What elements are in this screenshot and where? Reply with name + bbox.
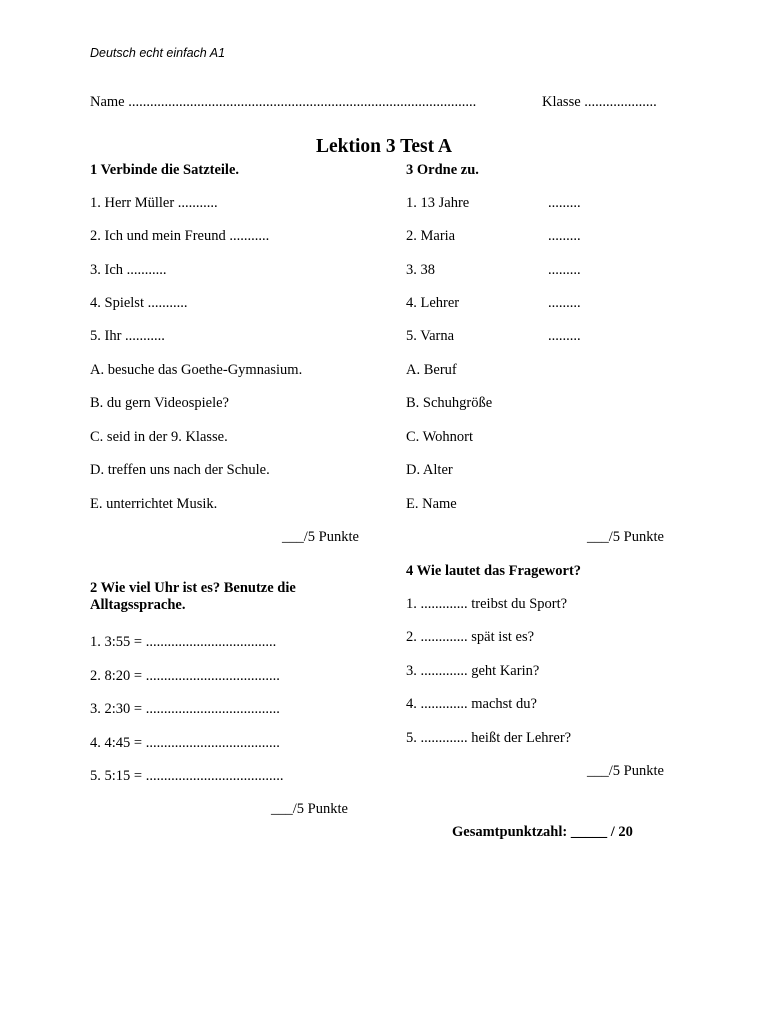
section3-option: C. Wohnort <box>406 429 474 445</box>
section2-heading: 2 Wie viel Uhr ist es? Benutze die Alltagssprache. <box>90 580 296 614</box>
section4-item: 4. ............. machst du? <box>406 696 537 712</box>
section3-blank: ......... <box>548 262 581 278</box>
total-score: Gesamtpunktzahl: _____ / 20 <box>452 824 633 840</box>
section1-option: A. besuche das Goethe-Gymnasium. <box>90 362 303 378</box>
section1-option: E. unterrichtet Musik. <box>90 496 218 512</box>
section2-item: 1. 3:55 = .................................... <box>90 634 277 650</box>
section1-option: C. seid in der 9. Klasse. <box>90 429 228 445</box>
section4-item: 1. ............. treibst du Sport? <box>406 596 568 612</box>
section3-blank: ......... <box>548 295 581 311</box>
section3-option: D. Alter <box>406 462 453 478</box>
section1-item: 3. Ich ........... <box>90 262 167 278</box>
document-header: Deutsch echt einfach A1 <box>90 46 226 60</box>
section3-item: 4. Lehrer <box>406 295 460 311</box>
name-field[interactable]: Name ................................................................................................ <box>90 94 477 110</box>
section3-points: ___/5 Punkte <box>587 529 664 545</box>
section4-heading: 4 Wie lautet das Fragewort? <box>406 563 582 579</box>
section3-option: B. Schuhgröße <box>406 395 493 411</box>
section4-points: ___/5 Punkte <box>587 763 664 779</box>
section3-option: A. Beruf <box>406 362 457 378</box>
section3-item: 1. 13 Jahre <box>406 195 470 211</box>
section3-item: 3. 38 <box>406 262 435 278</box>
section3-item: 2. Maria <box>406 228 456 244</box>
section2-item: 4. 4:45 = ..................................... <box>90 735 280 751</box>
section3-item: 5. Varna <box>406 328 455 344</box>
section2-item: 3. 2:30 = ..................................... <box>90 701 280 717</box>
section3-heading: 3 Ordne zu. <box>406 162 479 178</box>
section3-blank: ......... <box>548 328 581 344</box>
section3-blank: ......... <box>548 228 581 244</box>
section1-option: B. du gern Videospiele? <box>90 395 229 411</box>
section1-item: 1. Herr Müller ........... <box>90 195 218 211</box>
section1-heading: 1 Verbinde die Satzteile. <box>90 162 240 178</box>
section1-points: ___/5 Punkte <box>282 529 359 545</box>
section3-blank: ......... <box>548 195 581 211</box>
section1-item: 5. Ihr ........... <box>90 328 165 344</box>
section1-item: 2. Ich und mein Freund ........... <box>90 228 270 244</box>
section2-item: 5. 5:15 = ...................................... <box>90 768 284 784</box>
page-title: Lektion 3 Test A <box>316 136 452 157</box>
section2-item: 2. 8:20 = ..................................... <box>90 668 280 684</box>
section4-item: 2. ............. spät ist es? <box>406 629 535 645</box>
section1-item: 4. Spielst ........... <box>90 295 188 311</box>
section3-option: E. Name <box>406 496 457 512</box>
section4-item: 5. ............. heißt der Lehrer? <box>406 730 572 746</box>
section1-option: D. treffen uns nach der Schule. <box>90 462 270 478</box>
class-field[interactable]: Klasse .................... <box>542 94 657 110</box>
section4-item: 3. ............. geht Karin? <box>406 663 540 679</box>
section2-points: ___/5 Punkte <box>271 801 348 817</box>
